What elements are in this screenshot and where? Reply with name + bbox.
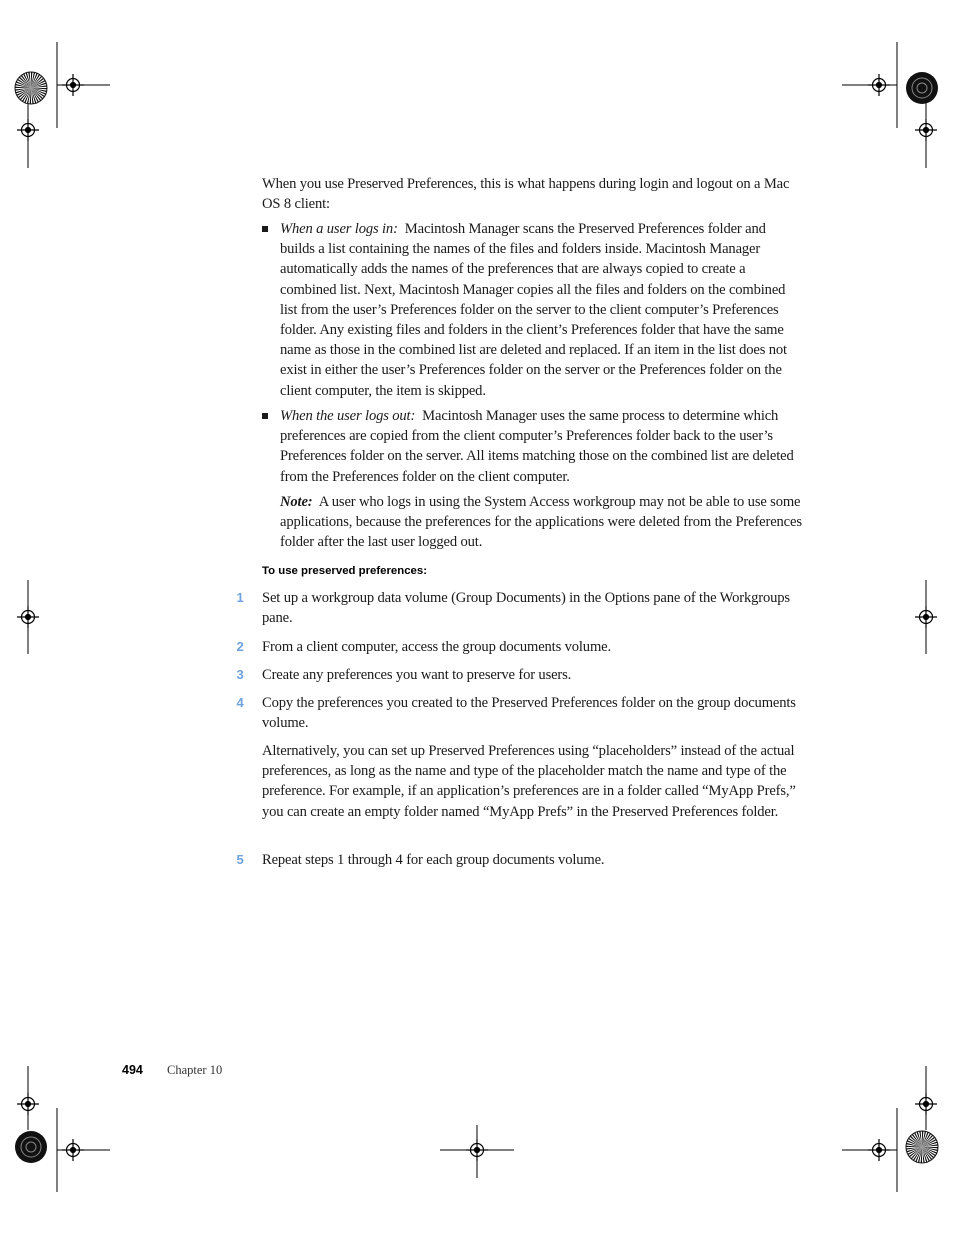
step-text: From a client computer, access the group documents volume. [262, 639, 611, 655]
step-text: Repeat steps 1 through 4 for each group documents volume. [262, 852, 605, 868]
bullet-lead: When a user logs in: [280, 221, 398, 237]
bullet-text: Macintosh Manager scans the Preserved Preferences folder and builds a list containing the names of the files and folders inside. Macintosh Manager automatically adds the names of the preferences that are always copied to create a combined list. Next, Macintosh Manager copies all the files and folders on the combined list from the user’s Preferences folder on the server to the client computer’s Preferences folder. Any existing files and folders in the client’s Preferences folder that have the same name as those in the combined list are deleted and replaced. If an item in the list does not exist in either the user’s Preferences folder on the server or the Preferences folder on the client computer, the item is skipped. [280, 221, 787, 399]
note-paragraph [280, 492, 802, 553]
step-number: 2 [236, 639, 244, 654]
bullet-text: Macintosh Manager uses the same process to determine which preferences are copied from the client computer’s Preferences folder back to the user’s Preferences folder on the server. All items matching those on the combined list are deleted from the Preferences folder on the client computer. [280, 408, 794, 485]
bullet-lead: When the user logs out: [280, 408, 416, 424]
procedure-step [230, 693, 802, 733]
page-number: 494 [122, 1063, 143, 1077]
square-bullet-icon [262, 226, 268, 232]
procedure-heading: To use preserved preferences: [262, 565, 428, 577]
square-bullet-icon [262, 413, 268, 419]
step-number: 3 [236, 667, 244, 682]
list-item [262, 406, 802, 487]
procedure-step [230, 637, 802, 657]
step-text: Set up a workgroup data volume (Group Documents) in the Options pane of the Workgroups pane. [262, 590, 790, 627]
step-text: Create any preferences you want to preserve for users. [262, 667, 572, 683]
step-text: Copy the preferences you created to the Preserved Preferences folder on the group documents volume. [262, 695, 796, 732]
note-text: A user who logs in using the System Access workgroup may not be able to use some applications, because the preferences for the applications were deleted from the Preferences folder after the last user logged out. [280, 494, 802, 551]
alternative-paragraph: Alternatively, you can set up Preserved Preferences using “placeholders” instead of the actual preferences, as long as the name and type of the placeholder match the name and type of the preference. For example, if an application’s preferences are in a folder called “MyApp Prefs,” you can create an empty folder named “MyApp Prefs” in the Preserved Preferences folder. [262, 743, 796, 820]
intro-paragraph: When you use Preserved Preferences, this is what happens during login and logout on a Mac OS 8 client: [262, 176, 790, 213]
procedure-step [230, 850, 802, 870]
procedure-step [230, 588, 802, 628]
starburst-target [15, 72, 47, 104]
step-number: 5 [236, 852, 244, 867]
note-label: Note: [280, 494, 313, 510]
list-item [262, 219, 802, 401]
starburst-target [906, 1131, 938, 1163]
step-number: 1 [236, 590, 244, 605]
chapter-label: Chapter 10 [167, 1063, 223, 1077]
procedure-step [230, 665, 802, 685]
step-number: 4 [236, 695, 244, 710]
